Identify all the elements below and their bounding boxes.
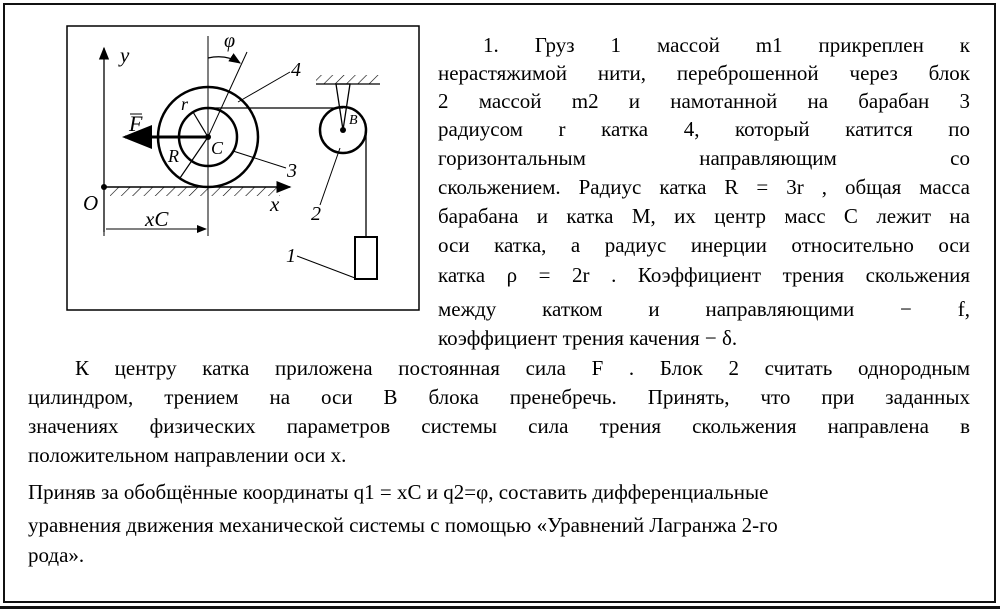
- p2-line-2: цилиндром, трением на оси B блока пренебречь. Принять, что при заданных: [28, 385, 970, 409]
- weight-1: [355, 237, 377, 279]
- p3-line-1: Приняв за обобщённые координаты q1 = xC и q2=φ, составить дифференциальные: [28, 480, 769, 504]
- radius-R-line: [180, 137, 208, 178]
- label-r: r: [181, 94, 189, 114]
- p1-line-7: барабана и катка M, их центр масс C лежит на: [438, 204, 970, 228]
- label-xc: xC: [145, 207, 169, 231]
- p2-line-1: К центру катка приложена постоянная сила F . Блок 2 считать однородным: [75, 356, 970, 380]
- p1-line-6: скольжением. Радиус катка R = 3r , общая масса: [438, 175, 970, 199]
- p1-line-4: радиусом r катка 4, который катится по: [438, 117, 970, 141]
- leader-4: [238, 72, 290, 102]
- label-b: B: [349, 113, 358, 128]
- ceiling-hatch: [316, 75, 380, 84]
- p3-line-2: уравнения движения механической системы с помощью «Уравнений Лагранжа 2-го: [28, 513, 778, 537]
- p1-line-9: катка ρ = 2r . Коэффициент трения скольжения: [438, 263, 970, 287]
- label-3: 3: [287, 160, 297, 182]
- label-f: F: [129, 111, 143, 136]
- p1-line-5: горизонтальным направляющим со: [438, 146, 970, 170]
- label-2: 2: [311, 203, 321, 225]
- leader-2: [320, 148, 340, 205]
- label-1: 1: [286, 245, 296, 267]
- p1-line-3: 2 массой m2 и намотанной на барабан 3: [438, 89, 970, 113]
- label-c: C: [211, 138, 224, 158]
- p1-line-2: нерастяжимой нити, переброшенной через блок: [438, 61, 970, 85]
- phi-arc: [208, 57, 240, 63]
- origin-point: [101, 184, 107, 190]
- p2-line-3: значениях физических параметров системы сила трения скольжения направлена в: [28, 414, 970, 438]
- label-4: 4: [291, 59, 301, 81]
- leader-1: [297, 256, 355, 278]
- radius-r-line: [193, 112, 208, 137]
- label-o: O: [83, 191, 99, 215]
- p1-line-10: между катком и направляющими − f,: [438, 297, 970, 321]
- phi-line: [208, 52, 247, 137]
- label-y: y: [120, 43, 130, 67]
- ground-hatch: [110, 187, 280, 196]
- label-phi: φ: [224, 30, 236, 52]
- p1-line-8: оси катка, а радиус инерции относительно оси: [438, 233, 970, 257]
- p3-line-3: рода».: [28, 543, 85, 567]
- label-R: R: [168, 146, 179, 166]
- p2-line-4: положительном направлении оси x.: [28, 443, 347, 467]
- p1-line-11: коэффициент трения качения − δ.: [438, 326, 738, 350]
- label-x: x: [270, 192, 280, 216]
- leader-3: [233, 151, 286, 168]
- p1-line-1: 1. Груз 1 массой m1 прикреплен к: [483, 33, 970, 57]
